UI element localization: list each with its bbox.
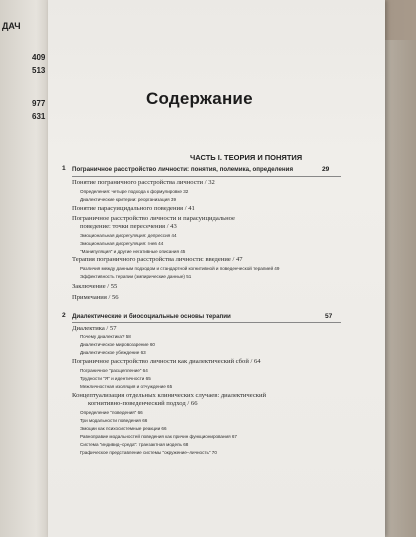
toc-subentry: Трудности "Я" и идентичности 65 <box>80 376 151 381</box>
toc-subentry: Определения: четыре подхода к формулировке 32 <box>80 189 189 194</box>
toc-subentry: Различия между данным подходом и стандартной когнитивной и поведенческой терапией 49 <box>80 266 280 271</box>
toc-entry: Концептуализация отдельных клинических случаев: диалектический <box>72 392 267 399</box>
chapter-page: 57 <box>325 313 333 320</box>
toc-subentry: Эмоции как психосистемные реакции 66 <box>80 426 167 431</box>
left-page <box>0 0 52 537</box>
chapter-page: 29 <box>322 166 330 173</box>
toc-subentry: Равноправие модальностей поведения как причин функционирования 67 <box>80 434 237 439</box>
toc-entry: Понятие пограничного расстройства личности / 32 <box>72 179 215 186</box>
left-page-heading: ДАЧ <box>2 21 21 31</box>
toc-subentry: Диалектическое убеждение 63 <box>80 350 146 355</box>
toc-entry: Примечания / 56 <box>72 294 119 301</box>
chapter-rule <box>72 176 341 177</box>
chapter-number: 1 <box>62 165 66 172</box>
left-page-number: 513 <box>32 66 46 75</box>
toc-entry: Пограничное расстройство личности и парасуицидальное <box>72 215 235 222</box>
left-page-number: 409 <box>32 53 46 62</box>
toc-subentry: Определение "поведения" 66 <box>80 410 143 415</box>
toc-subentry: Диалектические критерии: реорганизация 39 <box>80 197 177 202</box>
toc-entry-continued: когнитивно-поведенческий подход / 66 <box>88 400 198 407</box>
toc-entry-continued: поведение: точки пересечения / 43 <box>80 223 177 230</box>
toc-subentry: Система "индивид–среда": транзактная модель 68 <box>80 442 189 447</box>
toc-subentry: Эмоциональная дисрегуляция: депрессия 44 <box>80 233 177 238</box>
toc-subentry: Эмоциональная дисрегуляция: гнев 44 <box>80 241 164 246</box>
contents-page <box>48 0 385 537</box>
toc-entry: Заключение / 55 <box>72 283 118 290</box>
toc-entry: Понятие парасуицидального поведения / 41 <box>72 205 195 212</box>
toc-subentry: Почему диалектика? 58 <box>80 334 131 339</box>
left-page-number: 631 <box>32 112 46 121</box>
chapter-title: Пограничное расстройство личности: понятия, полемика, определения <box>72 166 294 173</box>
part-heading: ЧАСТЬ I. ТЕОРИЯ И ПОНЯТИЯ <box>190 153 303 162</box>
toc-entry: Диалектика / 57 <box>72 325 117 332</box>
left-page-number: 977 <box>32 99 46 108</box>
toc-subentry: Три модальности поведения 66 <box>80 418 148 423</box>
toc-subentry: Диалектическое мировоззрение 60 <box>80 342 155 347</box>
chapter-number: 2 <box>62 312 66 319</box>
toc-entry: Пограничное расстройство личности как диалектический сбой / 64 <box>72 358 261 365</box>
toc-subentry: Эффективность терапии (эмпирические данные) 51 <box>80 274 192 279</box>
toc-subentry: Графическое представление системы "окружение–личность" 70 <box>80 450 217 455</box>
toc-subentry: Межличностная изоляция и отчуждение 65 <box>80 384 173 389</box>
chapter-title: Диалектические и биосоциальные основы терапии <box>72 313 231 320</box>
toc-entry: Терапия пограничного расстройства личности: введение / 47 <box>72 256 243 263</box>
chapter-rule <box>72 322 341 323</box>
toc-subentry: Пограничное "расщепление" 64 <box>80 368 148 373</box>
toc-subentry: "Манипуляция" и другие негативные описания 45 <box>80 249 186 254</box>
page-title: Содержание <box>146 89 253 108</box>
